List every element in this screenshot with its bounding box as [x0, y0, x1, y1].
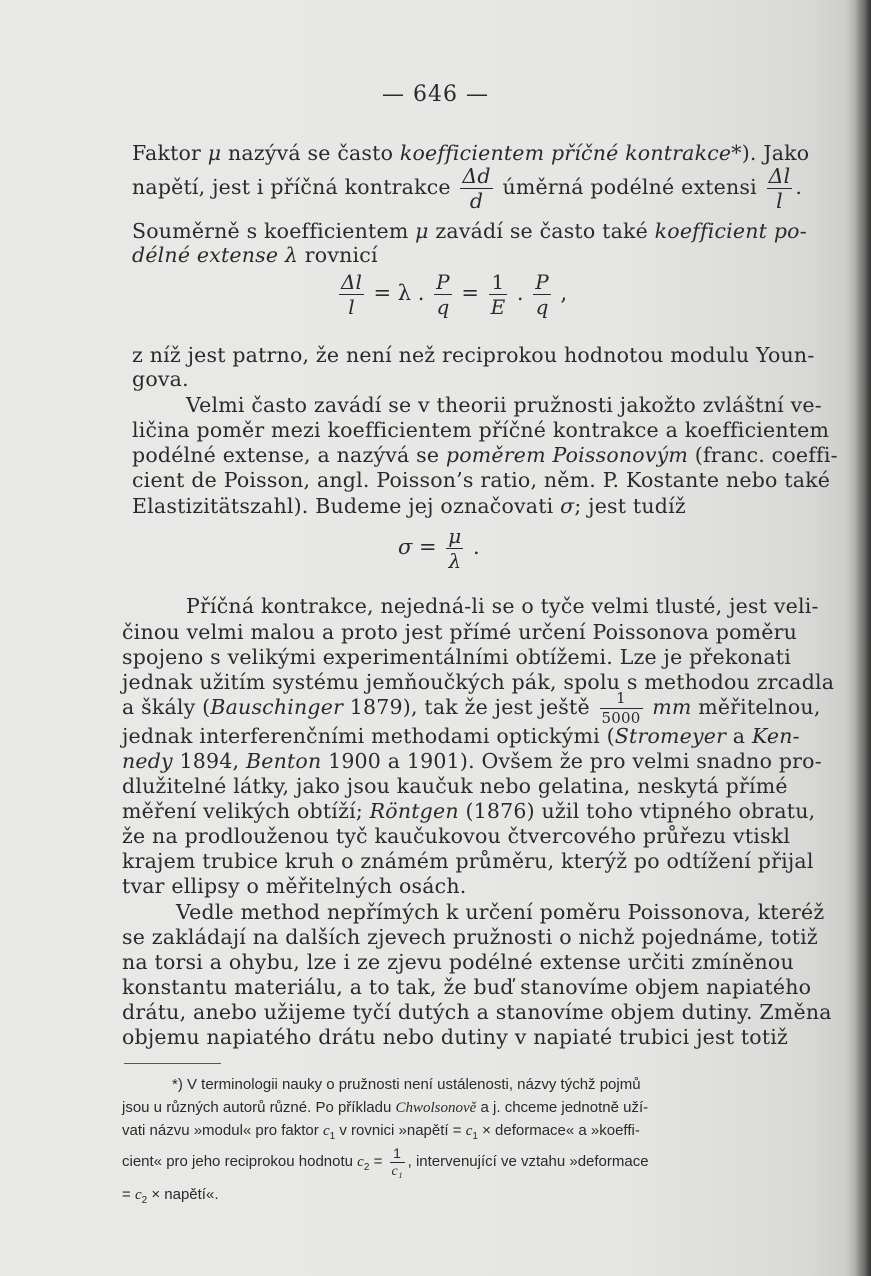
- text-line-26: Vedle method nepřímých k určení poměru Poissonova, kteréž: [176, 900, 825, 924]
- footnote-rule: [124, 1063, 221, 1064]
- text-line-19: jednak interferenčními methodami optickými (Stromeyer a Ken-: [122, 724, 800, 748]
- text-line-24: krajem trubice kruh o známém průměru, kterýž po odtížení přijal: [122, 849, 814, 873]
- text-line-11: cient de Poisson, angl. Poisson’s ratio, něm. P. Kostante nebo také: [132, 468, 831, 492]
- page-number: — 646 —: [382, 82, 489, 107]
- text-line-17: jednak užitím systému jemňoučkých pák, spolu s methodou zrcadla: [122, 670, 835, 694]
- text-line-22: měření velikých obtíží; Röntgen (1876) užil toho vtipného obratu,: [122, 799, 816, 823]
- text-line-2: napětí, jest i příčná kontrakce $\frac{\Delta d}{d}$ úměrná podélné extensi $\frac{\Delta l}{l}$ .: [132, 163, 803, 213]
- text-line-31: objemu napiatého drátu nebo dutiny v napiaté trubici jest totiž: [122, 1025, 789, 1049]
- text-line-18: a škály (Bauschinger 1879), tak že jest ještě $\frac{1}{5000}$ mm měřitelnou,: [122, 689, 821, 727]
- text-line-14: Příčná kontrakce, nejedná-li se o tyče velmi tlusté, jest veli-: [186, 594, 819, 618]
- text-line-3: Souměrně s koefficientem μ zavádí se často také koefficient po-: [132, 219, 807, 243]
- text-line-20: nedy 1894, Benton 1900 a 1901). Ovšem že pro velmi snadno pro-: [122, 749, 822, 773]
- text-line-12: Elastizitätszahl). Budeme jej označovati σ; jest tudíž: [132, 494, 686, 518]
- text-line-21: dlužitelné látky, jako jsou kaučuk nebo gelatina, neskytá přímé: [122, 774, 788, 798]
- text-line-7: gova.: [132, 367, 189, 391]
- text-line-23: že na prodlouženou tyč kaučukovou čtvercového průřezu vtiskl: [122, 824, 791, 848]
- footnote-line-4: cient« pro jeho reciprokou hodnotu $c_2$ = $\frac{1}{\text{c₁}}$ , intervenující ve vztahu »deformace: [122, 1144, 649, 1179]
- footnote-line-5: = $c_2$ × napětí«.: [122, 1186, 219, 1206]
- text-line-9: ličina poměr mezi koefficientem příčné kontrakce a koefficientem: [132, 418, 830, 442]
- text-line-4: délné extense λ rovnicí: [132, 243, 378, 267]
- page-edge-shadow: [855, 0, 871, 1276]
- text-line-25: tvar ellipsy o měřitelných osách.: [122, 874, 467, 898]
- text-line-10: podélné extense, a nazývá se poměrem Poissonovým (franc. coeffi-: [132, 443, 838, 467]
- text-line-29: konstantu materiálu, a to tak, že buď stanovíme objem napiatého: [122, 975, 812, 999]
- equation-poisson: σ = $\frac{\mu}{\lambda}$ .: [398, 524, 480, 573]
- footnote-line-1: *) V terminologii nauky o pružnosti není ustálenosti, názvy týchž pojmů: [172, 1076, 641, 1093]
- text-line-15: činou velmi malou a proto jest přímé určení Poissonova poměru: [122, 620, 798, 644]
- text-line-28: na torsi a ohybu, lze i ze zjevu podélné extense určiti zmíněnou: [122, 950, 794, 974]
- footnote-line-3: vati názvu »modul« pro faktor $c_1$ v rovnici »napětí = $c_1$ × deformace« a »koeffi-: [122, 1122, 640, 1142]
- text-line-8: Velmi často zavádí se v theorii pružnosti jakožto zvláštní ve-: [186, 393, 822, 417]
- text-line-6: z níž jest patrno, že není než reciprokou hodnotou modulu Youn-: [132, 343, 815, 367]
- footnote-line-2: jsou u různých autorů různé. Po příkladu Chwolsonově a j. chceme jednotně uží-: [122, 1099, 649, 1116]
- text-line-27: se zakládají na dalších zjevech pružnosti o nichž pojednáme, totiž: [122, 925, 818, 949]
- text-line-1: Faktor μ nazývá se často koefficientem příčné kontrakce*). Jako: [132, 141, 810, 165]
- equation-hooke: $\frac{\Delta l}{l}$ = λ . $\frac{P}{q}$ = $\frac{1}{E}$ . $\frac{P}{q}$ ,: [341, 270, 568, 319]
- text-line-30: drátu, anebo užijeme tyčí dutých a stanovíme objem dutiny. Změna: [122, 1000, 832, 1024]
- text-line-16: spojeno s velikými experimentálními obtížemi. Lze je překonati: [122, 645, 792, 669]
